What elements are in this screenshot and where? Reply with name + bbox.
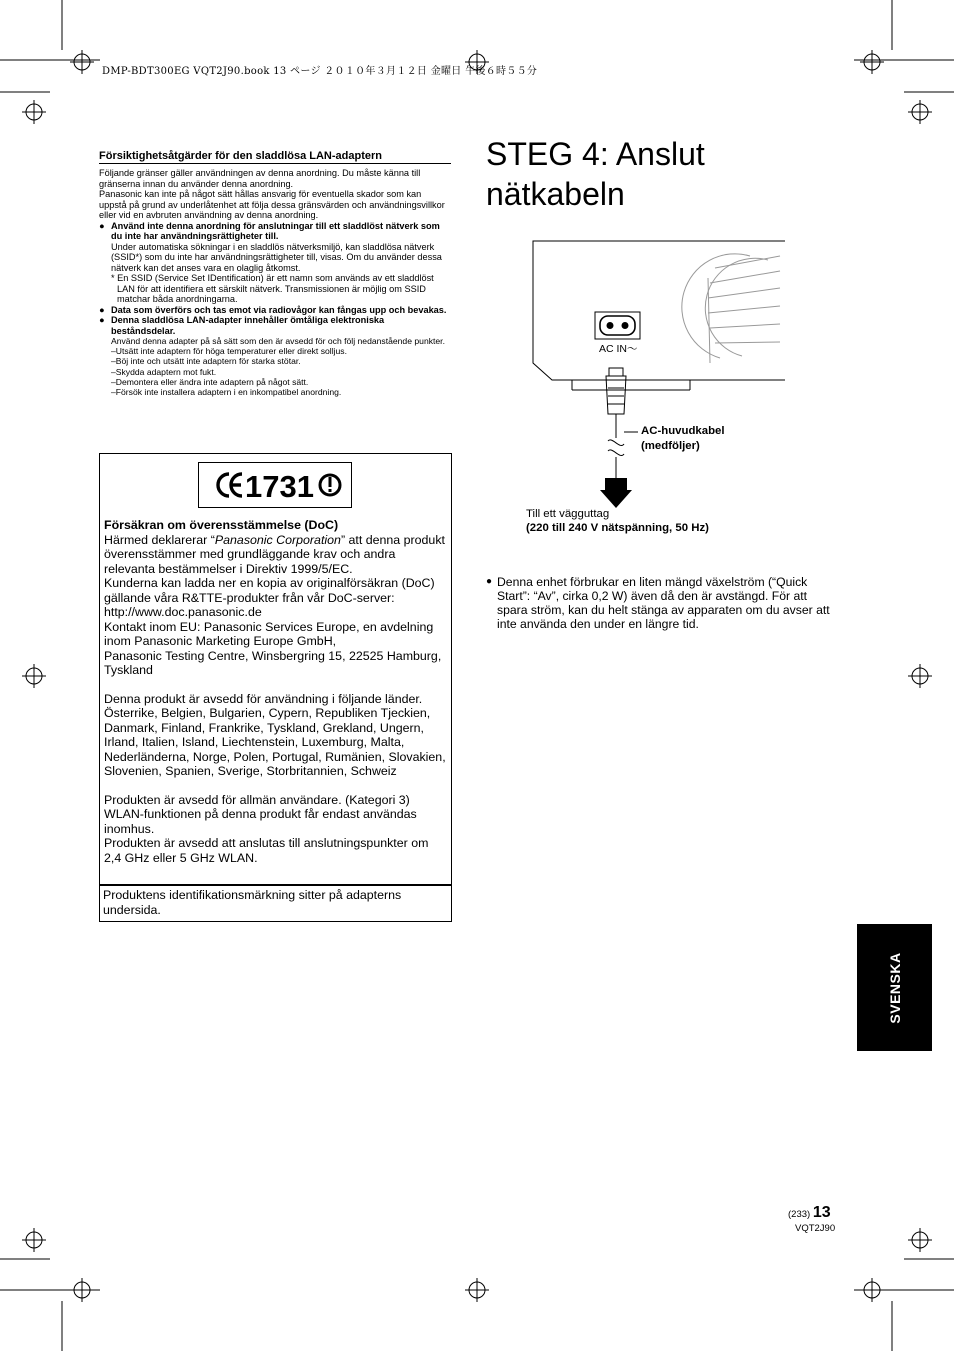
lan-point: –Utsätt inte adaptern för höga temperaturer eller direkt solljus. — [111, 346, 347, 357]
doc-download: Kunderna kan ladda ner en kopia av originalförsäkran (DoC) gällande våra R&TTE-produkter från vår DoC-server: — [104, 576, 435, 605]
ce-notified-body-number: 1731 — [245, 469, 314, 504]
lan-intro-2: Panasonic kan inte på något sätt hållas ansvarig för eventuella skador som kan uppstå på grund av underlåtenhet att följa dessa gränsvärden och användningsvillkor eller vid en avbruten användning av denna anordning. — [99, 189, 445, 220]
id-marking-box — [99, 885, 452, 922]
lan-bullet-3-text: Använd denna adapter på så sätt som den är avsedd för och följ nedanstående punkter. — [111, 336, 445, 346]
doc-countries-intro: Denna produkt är avsedd för användning i följande länder. — [104, 691, 423, 706]
lan-intro-1: Följande gränser gäller användningen av denna anordning. Du måste känna till gränserna innan du använder denna anordning. — [99, 168, 421, 189]
doc-url: http://www.doc.panasonic.de — [104, 605, 262, 619]
ac-in-label: AC IN～ — [599, 343, 638, 355]
doc-wlan: WLAN-funktionen på denna produkt får endast användas inomhus. — [104, 807, 417, 836]
language-tab — [857, 924, 932, 1051]
doc-declaration: Härmed deklarerar “Panasonic Corporation” att denna produkt överensstämmer med grundläggande krav och andra relevanta bestämmelser i Direktiv 1999/5/EC. — [104, 532, 445, 576]
power-cable — [608, 414, 624, 478]
lan-point: –Demontera eller ändra inte adaptern på något sätt. — [111, 376, 309, 387]
doc-company: Panasonic Corporation — [214, 532, 341, 547]
ac-connection-diagram — [520, 238, 800, 508]
doc-category: Produkten är avsedd för allmän användare. (Kategori 3) — [104, 792, 410, 807]
fan-grille-icon — [682, 254, 780, 363]
lan-bullet-1-text: Under automatiska sökningar i en sladdlös nätverksmiljö, kan sladdlösa nätverk (SSID*) som du inte har användningsrättigheter till, visas. Om du använder dessa nätverk kan det anses vara en olaglig åtkomst. — [111, 241, 442, 273]
lan-point: –Böj inte och utsätt inte adaptern för starka stötar. — [111, 356, 301, 367]
lan-bullet-1-note: * En SSID (Service Set IDentification) är ett namn som används av ett sladdlöst LAN för att identifiera ett särskilt nätverk. Transmissionen är möjlig om SSID matchar båda anordningarna. — [111, 273, 434, 304]
lan-bullet-3-detail — [99, 336, 451, 397]
bullet-icon: ● — [99, 315, 105, 325]
wall-outlet-label: Till ett vägguttag (220 till 240 V nätspänning, 50 Hz) — [526, 508, 709, 534]
doc-access-points: Produkten är avsedd att anslutas till anslutningspunkter om 2,4 GHz eller 5 GHz WLAN. — [104, 836, 429, 865]
model-code: VQT2J90 — [795, 1223, 836, 1234]
lan-bullet-1: ● Använd inte denna anordning för anslutningar till ett sladdlöst nätverk som du inte har användningsrättigheter till. — [99, 220, 440, 241]
power-plug-icon — [606, 376, 626, 414]
lan-bullet-2: ● Data som överförs och tas emot via radiovågor kan fångas upp och bevakas. — [99, 304, 447, 315]
arrow-down-icon — [600, 478, 632, 508]
print-header: DMP-BDT300EG VQT2J90.book 13 ページ ２０１０年３月１２日 金曜日 午後６時５５分 — [102, 66, 538, 77]
bullet-icon: ● — [486, 576, 493, 587]
lan-point: –Försök inte installera adaptern i en inkompatibel anordning. — [111, 387, 342, 398]
lan-bullet-3: ● Denna sladdlösa LAN-adapter innehåller ömtåliga elektroniska beståndsdelar. — [99, 315, 385, 336]
bullet-icon: ● — [99, 304, 105, 315]
lan-point: –Skydda adaptern mot fukt. — [111, 366, 217, 377]
id-marking-text: Produktens identifikationsmärkning sitter på adapterns undersida. — [103, 888, 402, 917]
doc-heading: Försäkran om överensstämmelse (DoC) — [104, 518, 339, 532]
doc-countries: Österrike, Belgien, Bulgarien, Cypern, Republiken Tjeckien, Danmark, Finland, Frankrike, Tyskland, Grekland, Ungern, Irland, Italien, Island, Liechtenstein, Luxemburg, Malta, Nederländerna, Norge, Polen, Portugal, Rumänien, Slovakien, Slovenien, Spanien, Sverige, Storbritannien, Schweiz — [104, 706, 446, 778]
lan-section-body — [99, 168, 451, 397]
lan-section-title: Försiktighetsåtgärder för den sladdlösa LAN-adaptern — [99, 150, 451, 164]
doc-contact: Kontakt inom EU: Panasonic Services Europe, en avdelning inom Panasonic Marketing Europe GmbH, — [104, 619, 434, 648]
ac-cable-label: AC-huvudkabel (medföljer) — [641, 425, 725, 452]
page-title: STEG 4: Anslut nätkabeln — [486, 136, 705, 212]
ce-marking-logo — [198, 462, 352, 508]
ce-mark-icon — [199, 463, 351, 507]
page-number: (233) 13 — [788, 1204, 831, 1221]
doc-body — [104, 518, 448, 865]
language-tab-label: SVENSKA — [886, 951, 903, 1024]
ac-inlet-socket-icon — [600, 316, 635, 335]
doc-address: Panasonic Testing Centre, Winsbergring 15, 22525 Hamburg, Tyskland — [104, 648, 442, 677]
bullet-icon: ● — [99, 220, 105, 231]
standby-note: ● Denna enhet förbrukar en liten mängd växelström (“Quick Start”: “Av”, cirka 0,2 W) även då den är avstängd. För att spara ström, kan du helt stänga av apparaten om du avser att inte använda den under en längre tid. — [486, 575, 830, 631]
